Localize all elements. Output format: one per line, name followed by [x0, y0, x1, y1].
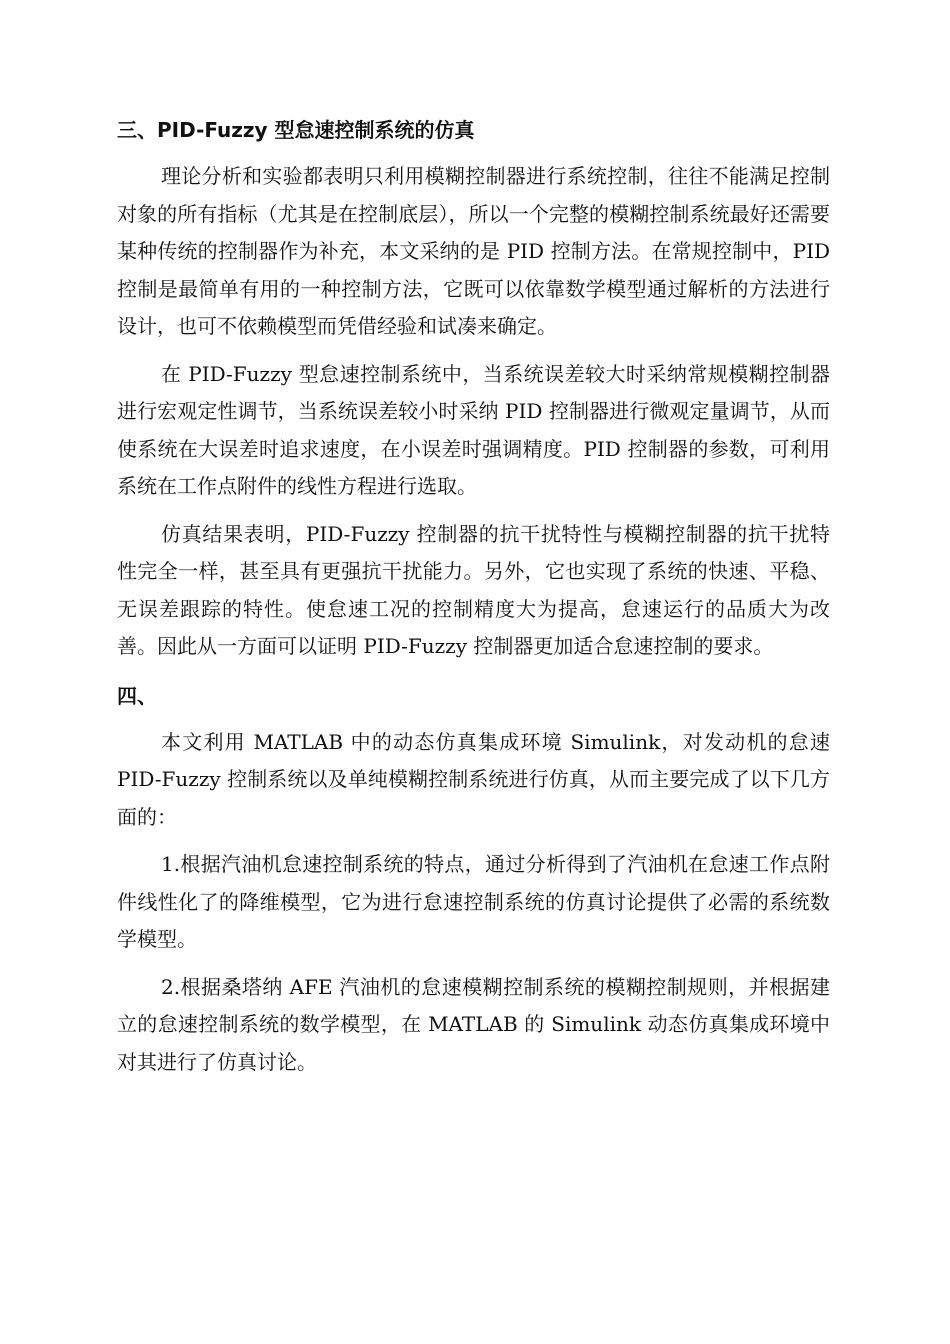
document-page: [117, 112, 830, 1091]
section-3-paragraph-2: 在 PID-Fuzzy 型怠速控制系统中，当系统误差较大时采纳常规模糊控制器进行宏观定性调节，当系统误差较小时采纳 PID 控制器进行微观定量调节，从而使系统在大误差时追求速度，在小误差时强调精度。PID 控制器的参数，可利用系统在工作点附件的线性方程进行选取。: [117, 361, 830, 498]
section-4-paragraph-2: 1.根据汽油机怠速控制系统的特点，通过分析得到了汽油机在怠速工作点附件线性化了的降维模型，它为进行怠速控制系统的仿真讨论提供了必需的系统数学模型。: [117, 852, 830, 951]
section-3-paragraph-3: 仿真结果表明，PID-Fuzzy 控制器的抗干扰特性与模糊控制器的抗干扰特性完全一样，甚至具有更强抗干扰能力。另外，它也实现了系统的快速、平稳、无误差跟踪的特性。使怠速工况的控制精度大为提高，怠速运行的品质大为改善。因此从一方面可以证明 PID-Fuzzy 控制器更加适合怠速控制的要求。: [117, 521, 830, 658]
section-3-paragraph-1: 理论分析和实验都表明只利用模糊控制器进行系统控制，往往不能满足控制对象的所有指标（尤其是在控制底层），所以一个完整的模糊控制系统最好还需要某种传统的控制器作为补充，本文采纳的是 PID 控制方法。在常规控制中，PID 控制是最简单有用的一种控制方法，它既可以依靠数学模型通过解析的方法进行设计，也可不依赖模型而凭借经验和试凑来确定。: [117, 164, 830, 338]
section-4-paragraph-1: 本文利用 MATLAB 中的动态仿真集成环境 Simulink，对发动机的怠速 PID-Fuzzy 控制系统以及单纯模糊控制系统进行仿真，从而主要完成了以下几方面的：: [117, 729, 830, 829]
section-4-paragraph-3: 2.根据桑塔纳 AFE 汽油机的怠速模糊控制系统的模糊控制规则，并根据建立的怠速控制系统的数学模型，在 MATLAB 的 Simulink 动态仿真集成环境中对其进行了仿真讨论。: [117, 974, 830, 1074]
section-3-heading: 三、PID-Fuzzy 型怠速控制系统的仿真: [117, 118, 475, 142]
section-4-heading: 四、: [117, 683, 157, 708]
